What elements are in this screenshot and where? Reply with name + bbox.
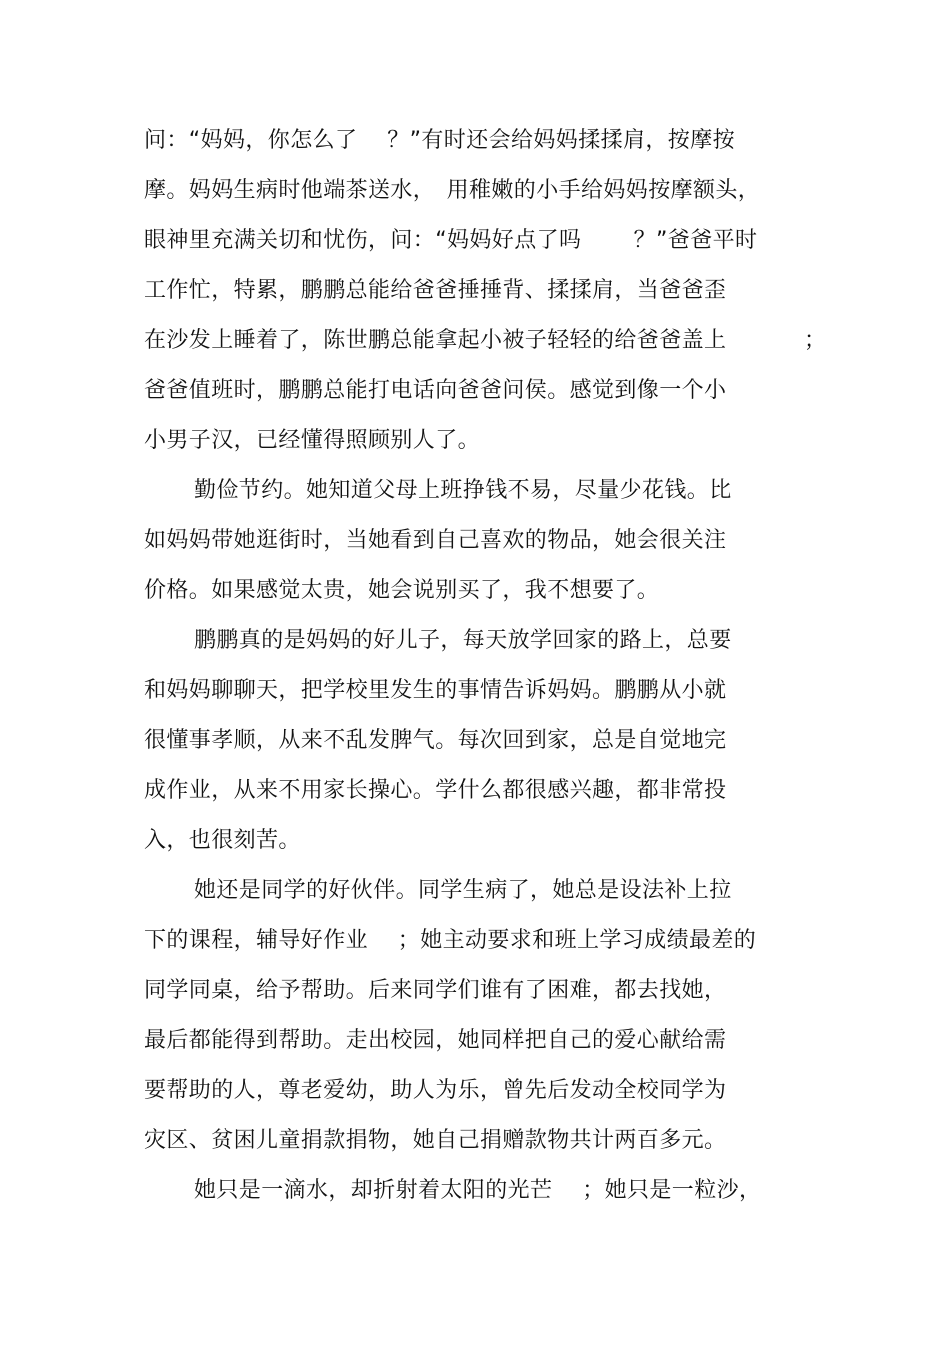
text-line: 下的课程，辅导好作业 ；她主动要求和班上学习成绩最差的 (144, 928, 757, 953)
trailing-semicolon: ； (804, 328, 827, 353)
text-line: 入，也很刻苦。 (144, 828, 301, 853)
paragraph-first-line: 她只是一滴水，却折射着太阳的光芒 ；她只是一粒沙， (194, 1178, 762, 1203)
text-line: 价格。如果感觉太贵，她会说别买了，我不想要了。 (144, 578, 660, 603)
text-line: 和妈妈聊聊天，把学校里发生的事情告诉妈妈。鹏鹏从小就 (144, 678, 727, 703)
text-line: 在沙发上睡着了，陈世鹏总能拿起小被子轻轻的给爸爸盖上 (144, 328, 727, 353)
text-line: 如妈妈带她逛街时，当她看到自己喜欢的物品，她会很关注 (144, 528, 727, 553)
text-line: 要帮助的人，尊老爱幼，助人为乐，曾先后发动全校同学为 (144, 1078, 727, 1103)
paragraph-first-line: 她还是同学的好伙伴。同学生病了，她总是设法补上拉 (194, 878, 732, 903)
text-line: 摩。妈妈生病时他端茶送水， 用稚嫩的小手给妈妈按摩额头， (144, 178, 761, 203)
text-line: 眼神里充满关切和忧伤，问：“妈妈好点了吗 ？”爸爸平时 (144, 228, 758, 253)
paragraph-first-line: 鹏鹏真的是妈妈的好儿子，每天放学回家的路上，总要 (194, 628, 732, 653)
text-line: 最后都能得到帮助。走出校园，她同样把自己的爱心献给需 (144, 1028, 727, 1053)
text-line: 问：“妈妈，你怎么了 ？”有时还会给妈妈揉揉肩，按摩按 (144, 128, 735, 153)
text-line: 工作忙，特累，鹏鹏总能给爸爸捶捶背、揉揉肩，当爸爸歪 (144, 278, 727, 303)
text-line: 爸爸值班时，鹏鹏总能打电话向爸爸问侯。感觉到像一个小 (144, 378, 727, 403)
text-line: 同学同桌，给予帮助。后来同学们谁有了困难，都去找她， (144, 978, 727, 1003)
text-line: 很懂事孝顺，从来不乱发脾气。每次回到家，总是自觉地完 (144, 728, 727, 753)
text-line: 灾区、贫困儿童捐款捐物，她自己捐赠款物共计两百多元。 (144, 1128, 727, 1153)
paragraph-first-line: 勤俭节约。她知道父母上班挣钱不易，尽量少花钱。比 (194, 478, 732, 503)
text-line: 小男子汉，已经懂得照顾别人了。 (144, 428, 481, 453)
text-line: 成作业，从来不用家长操心。学什么都很感兴趣，都非常投 (144, 778, 727, 803)
